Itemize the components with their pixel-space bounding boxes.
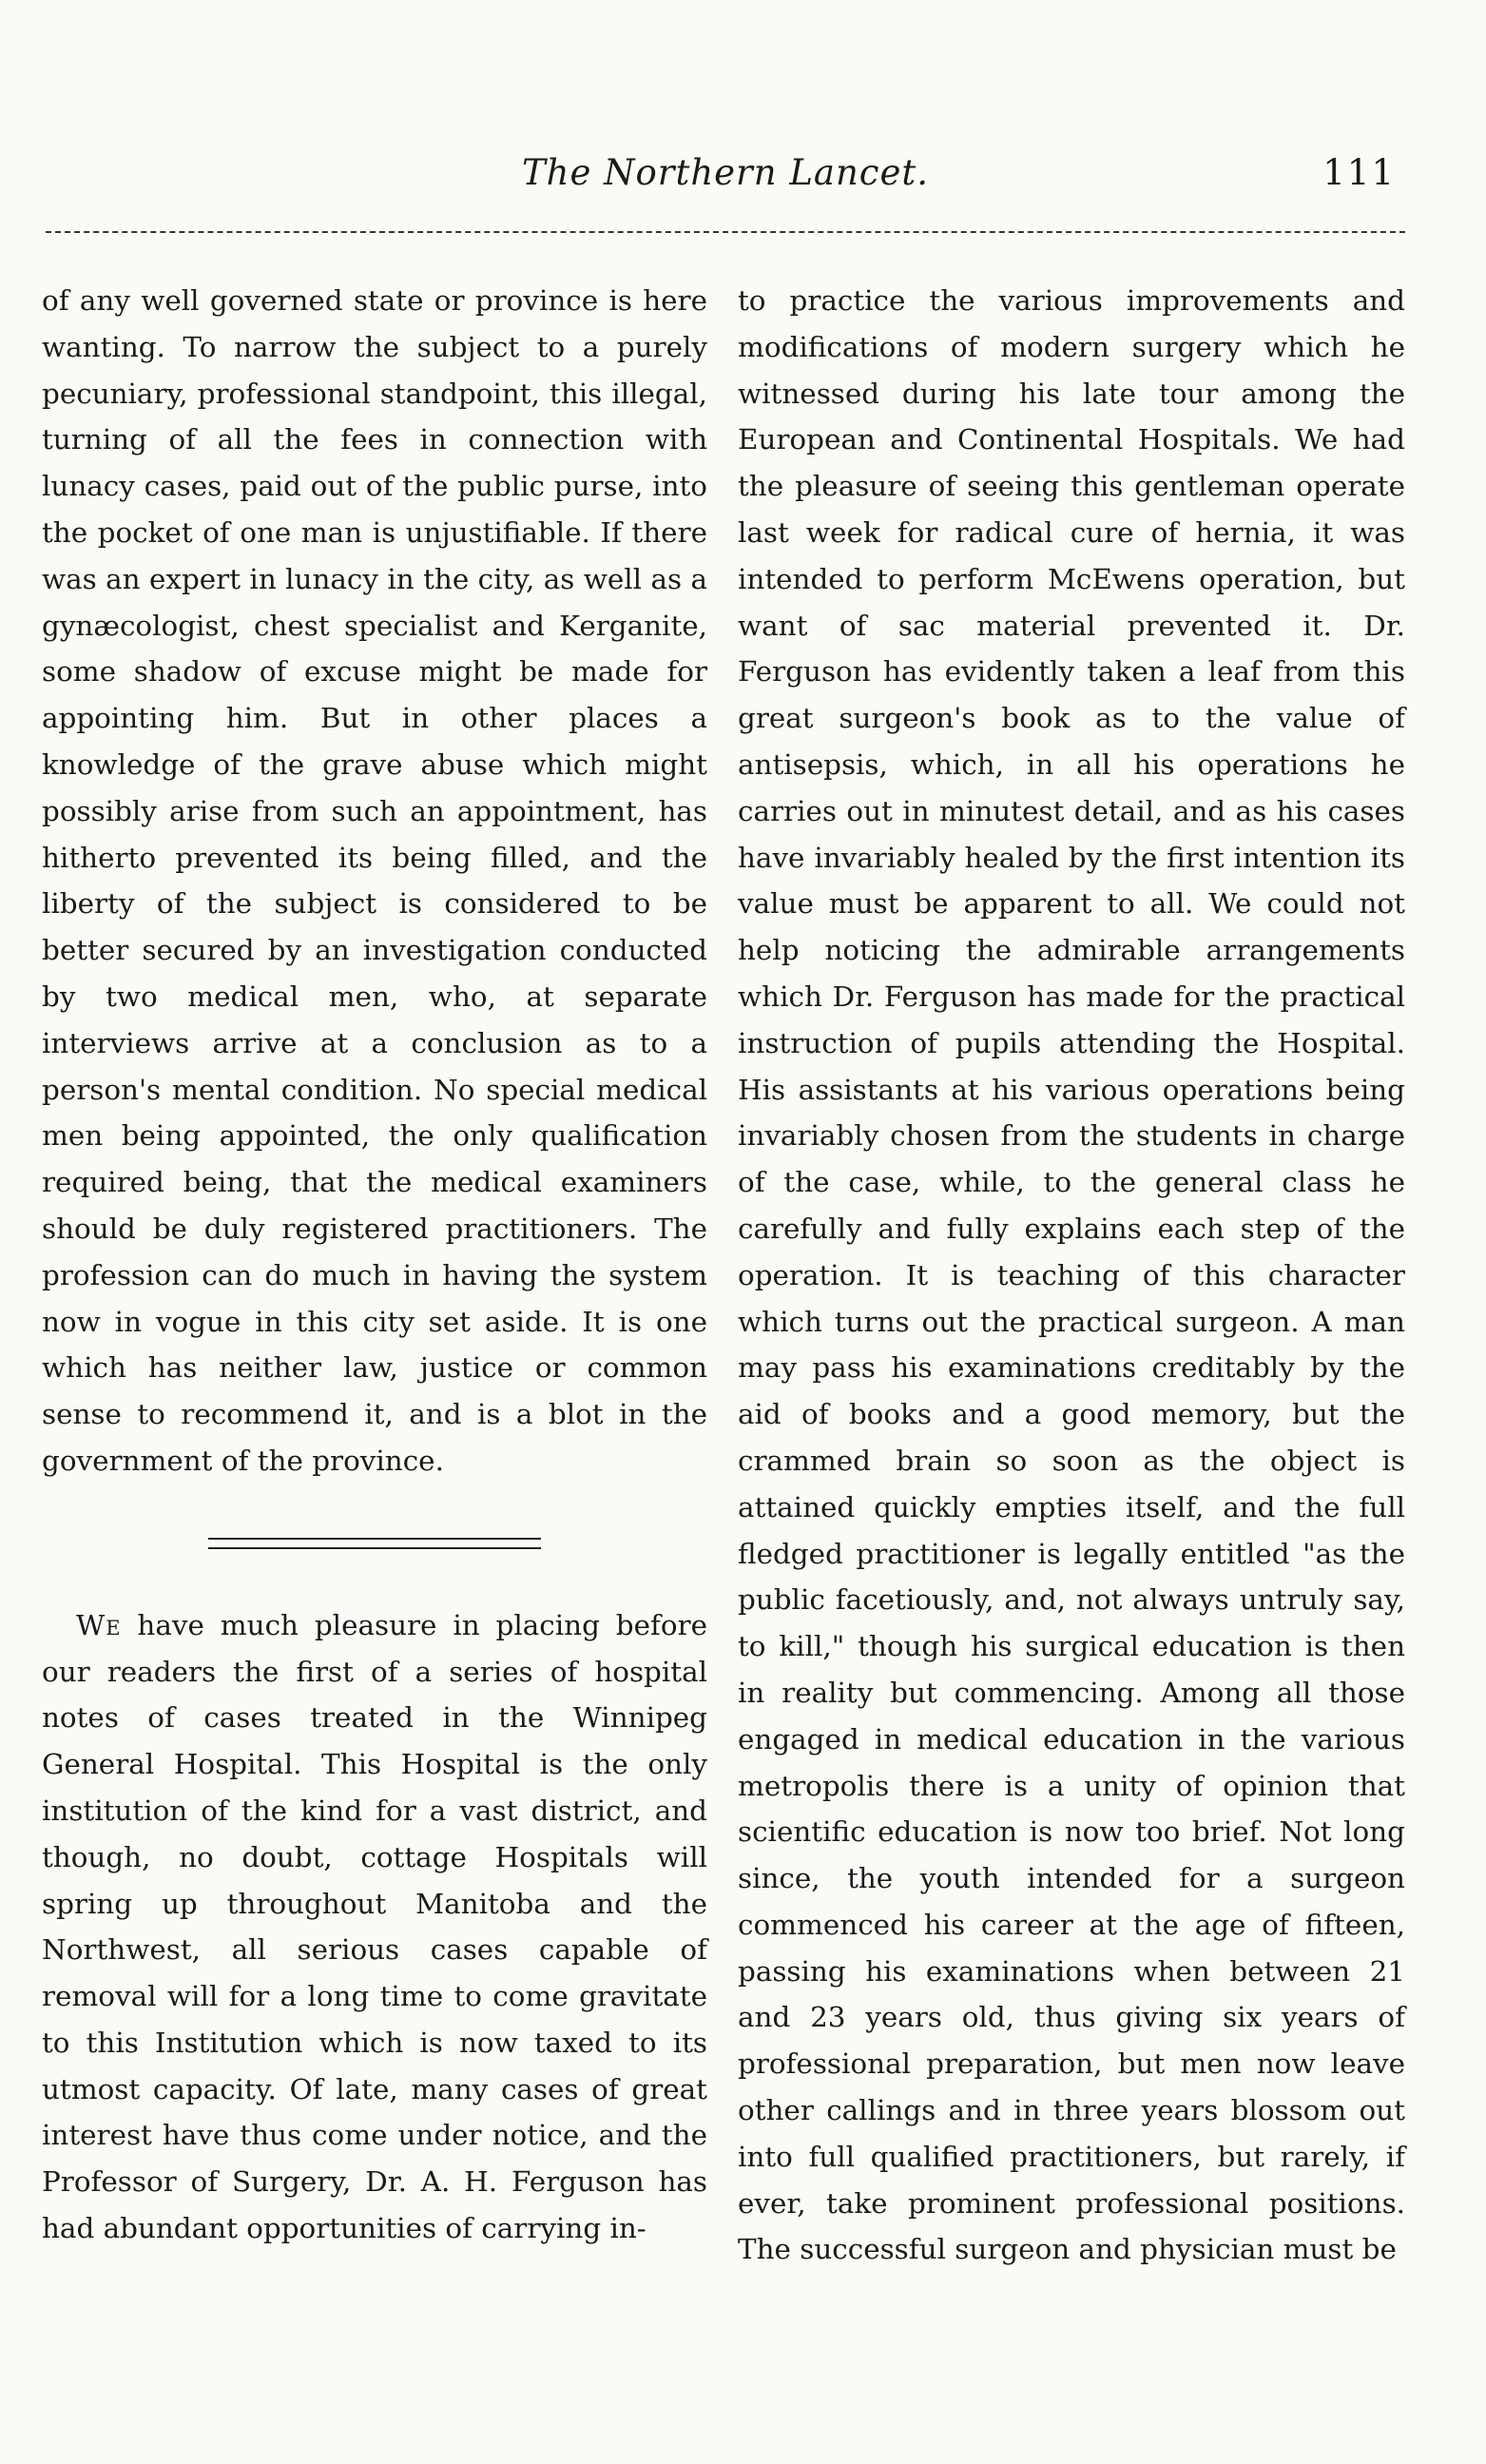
left-paragraph-2 [42, 1602, 707, 2252]
left-column [42, 278, 707, 2252]
paragraph-lead-word: We [76, 1608, 122, 1641]
section-divider [208, 1538, 541, 1549]
right-paragraph-1: to practice the various improvements and modifications of modern surgery which he witnessed during his late tour among the European and Continental Hospitals. We had the pleasure of seeing this gentleman operate last week for radical cure of hernia, it was intended to perform McEwens operation, but want of sac material prevented it. Dr. Ferguson has evidently taken a leaf from this great surgeon's book as to the value of antisepsis, which, in all his operations he carries out in minutest detail, and as his cases have invariably healed by the first intention its value must be apparent to all. We could not help noticing the admirable arrangements which Dr. Ferguson has made for the practical instruction of pupils attending the Hospital. His assistants at his various operations being invariably chosen from the students in charge of the case, while, to the general class he carefully and fully explains each step of the operation. It is teaching of this character which turns out the practical surgeon. A man may pass his examinations creditably by the aid of books and a good memory, but the crammed brain so soon as the object is attained quickly empties itself, and the full fledged practitioner is legally entitled "as the public facetiously, and, not always untruly say, to kill," though his surgical education is then in reality but commencing. Among all those engaged in medical education in the various metropolis there is a unity of opinion that scientific education is now too brief. Not long since, the youth intended for a surgeon commenced his career at the age of fifteen, passing his examinations when between 21 and 23 years old, thus giving six years of professional preparation, but men now leave other callings and in three years blossom out into full qualified practitioners, but rarely, if ever, take prominent professional positions. The successful surgeon and physician must be [738, 284, 1405, 2266]
right-column [738, 278, 1405, 2273]
running-head [46, 152, 1405, 219]
page-number: 111 [1322, 152, 1396, 193]
left-paragraph-1: of any well governed state or province is here wanting. To narrow the subject to a purely pecuniary, professional standpoint, this illegal, turning of all the fees in connection with lunacy cases, paid out of the public purse, into the pocket of one man is unjustifiable. If there was an expert in lunacy in the city, as well as a gynæcologist, chest specialist and Kerganite, some shadow of excuse might be made for appointing him. But in other places a knowledge of the grave abuse which might possibly arise from such an appointment, has hitherto prevented its being filled, and the liberty of the subject is considered to be better secured by an investigation conducted by two medical men, who, at separate interviews arrive at a conclusion as to a person's mental condition. No special medical men being appointed, the only qualification required being, that the medical examiners should be duly registered practitioners. The profession can do much in having the system now in vogue in this city set aside. It is one which has neither law, justice or common sense to recommend it, and is a blot in the government of the province. [42, 284, 707, 1477]
left-paragraph-2-text: have much pleasure in placing before our readers the first of a series of hospital notes of cases treated in the Winnipeg General Hospital. This Hospital is the only institution of the kind for a vast district, and though, no doubt, cottage Hospitals will spring up throughout Manitoba and the Northwest, all serious cases capable of removal will for a long time to come gravitate to this Institution which is now taxed to its utmost capacity. Of late, many cases of great interest have thus come under notice, and the Professor of Surgery, Dr. A. H. Ferguson has had abundant opportunities of carrying in- [42, 1608, 707, 2245]
journal-title: The Northern Lancet. [521, 152, 930, 193]
header-rule [46, 231, 1405, 233]
